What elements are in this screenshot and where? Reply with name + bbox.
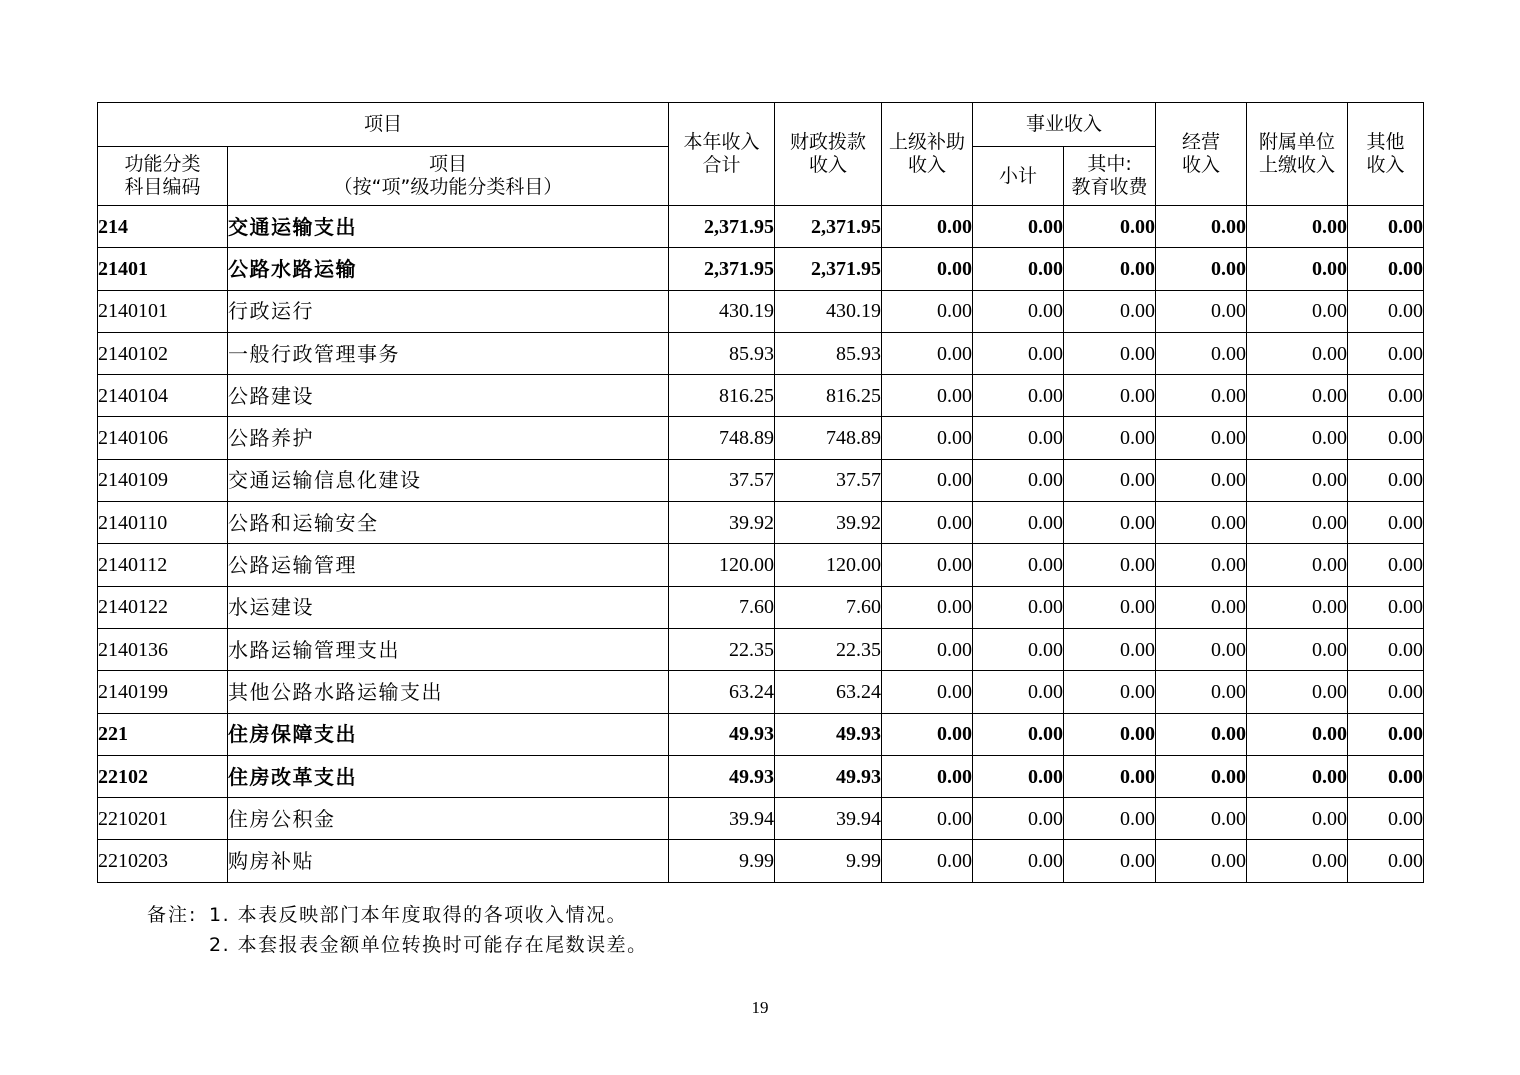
row-code: 21401 — [98, 248, 228, 290]
row-business: 0.00 — [1156, 206, 1247, 248]
row-fiscal: 7.60 — [775, 586, 882, 628]
row-other: 0.00 — [1348, 798, 1424, 840]
row-business: 0.00 — [1156, 755, 1247, 797]
row-subsidy: 0.00 — [882, 755, 973, 797]
row-other: 0.00 — [1348, 628, 1424, 670]
row-code: 214 — [98, 206, 228, 248]
header-total: 本年收入 合计 — [669, 103, 775, 206]
table-row — [98, 798, 1424, 840]
note-item: 2. 本套报表金额单位转换时可能存在尾数误差。 — [209, 934, 648, 956]
row-name: 水路运输管理支出 — [228, 628, 669, 670]
header-business: 经营 收入 — [1156, 103, 1247, 206]
row-total: 85.93 — [669, 332, 775, 374]
row-other: 0.00 — [1348, 671, 1424, 713]
table-row — [98, 290, 1424, 332]
row-other: 0.00 — [1348, 586, 1424, 628]
row-career-education: 0.00 — [1064, 713, 1156, 755]
row-other: 0.00 — [1348, 290, 1424, 332]
row-code: 2140101 — [98, 290, 228, 332]
row-career-education: 0.00 — [1064, 375, 1156, 417]
row-fiscal: 49.93 — [775, 755, 882, 797]
row-business: 0.00 — [1156, 502, 1247, 544]
row-career-education: 0.00 — [1064, 798, 1156, 840]
revenue-table — [97, 102, 1424, 883]
row-name: 行政运行 — [228, 290, 669, 332]
header-affiliated: 附属单位 上缴收入 — [1247, 103, 1348, 206]
row-name: 公路养护 — [228, 417, 669, 459]
table-row — [98, 375, 1424, 417]
row-subsidy: 0.00 — [882, 459, 973, 501]
row-affiliated: 0.00 — [1247, 248, 1348, 290]
row-other: 0.00 — [1348, 248, 1424, 290]
row-affiliated: 0.00 — [1247, 755, 1348, 797]
row-total: 22.35 — [669, 628, 775, 670]
row-other: 0.00 — [1348, 713, 1424, 755]
row-fiscal: 120.00 — [775, 544, 882, 586]
row-total: 63.24 — [669, 671, 775, 713]
table-row — [98, 502, 1424, 544]
row-subsidy: 0.00 — [882, 248, 973, 290]
row-subsidy: 0.00 — [882, 713, 973, 755]
row-subsidy: 0.00 — [882, 840, 973, 882]
notes-label: 备注: — [147, 904, 198, 926]
row-affiliated: 0.00 — [1247, 713, 1348, 755]
row-business: 0.00 — [1156, 798, 1247, 840]
row-subsidy: 0.00 — [882, 375, 973, 417]
row-fiscal: 39.94 — [775, 798, 882, 840]
header-other: 其他 收入 — [1348, 103, 1424, 206]
row-code: 2210201 — [98, 798, 228, 840]
row-name: 住房改革支出 — [228, 755, 669, 797]
row-career-education: 0.00 — [1064, 290, 1156, 332]
row-fiscal: 39.92 — [775, 502, 882, 544]
row-fiscal: 2,371.95 — [775, 248, 882, 290]
row-total: 120.00 — [669, 544, 775, 586]
row-fiscal: 63.24 — [775, 671, 882, 713]
row-career-education: 0.00 — [1064, 502, 1156, 544]
row-name: 购房补贴 — [228, 840, 669, 882]
row-code: 2140104 — [98, 375, 228, 417]
row-subsidy: 0.00 — [882, 544, 973, 586]
row-total: 49.93 — [669, 713, 775, 755]
row-career-education: 0.00 — [1064, 671, 1156, 713]
row-total: 39.94 — [669, 798, 775, 840]
row-code: 2140110 — [98, 502, 228, 544]
table-body — [98, 206, 1424, 883]
row-career-subtotal: 0.00 — [973, 206, 1064, 248]
row-affiliated: 0.00 — [1247, 290, 1348, 332]
row-career-education: 0.00 — [1064, 332, 1156, 374]
row-business: 0.00 — [1156, 840, 1247, 882]
row-code: 221 — [98, 713, 228, 755]
row-fiscal: 37.57 — [775, 459, 882, 501]
row-business: 0.00 — [1156, 713, 1247, 755]
row-career-subtotal: 0.00 — [973, 290, 1064, 332]
note-item: 1. 本表反映部门本年度取得的各项收入情况。 — [209, 904, 628, 926]
table-row — [98, 544, 1424, 586]
row-business: 0.00 — [1156, 671, 1247, 713]
table-row — [98, 840, 1424, 882]
row-other: 0.00 — [1348, 417, 1424, 459]
row-career-subtotal: 0.00 — [973, 502, 1064, 544]
row-code: 2140199 — [98, 671, 228, 713]
row-total: 2,371.95 — [669, 206, 775, 248]
row-total: 430.19 — [669, 290, 775, 332]
header-project: 项目 — [98, 103, 669, 147]
row-affiliated: 0.00 — [1247, 798, 1348, 840]
row-other: 0.00 — [1348, 502, 1424, 544]
header-career: 事业收入 — [973, 103, 1156, 147]
row-subsidy: 0.00 — [882, 417, 973, 459]
row-name: 交通运输支出 — [228, 206, 669, 248]
row-affiliated: 0.00 — [1247, 206, 1348, 248]
row-code: 2210203 — [98, 840, 228, 882]
row-business: 0.00 — [1156, 290, 1247, 332]
row-code: 22102 — [98, 755, 228, 797]
row-affiliated: 0.00 — [1247, 544, 1348, 586]
row-code: 2140122 — [98, 586, 228, 628]
row-fiscal: 85.93 — [775, 332, 882, 374]
row-career-education: 0.00 — [1064, 459, 1156, 501]
row-career-subtotal: 0.00 — [973, 586, 1064, 628]
row-subsidy: 0.00 — [882, 671, 973, 713]
row-total: 39.92 — [669, 502, 775, 544]
row-total: 748.89 — [669, 417, 775, 459]
header-name: 项目 （按“项”级功能分类科目） — [228, 147, 669, 206]
row-name: 公路水路运输 — [228, 248, 669, 290]
row-career-subtotal: 0.00 — [973, 459, 1064, 501]
row-business: 0.00 — [1156, 248, 1247, 290]
row-subsidy: 0.00 — [882, 290, 973, 332]
page-number: 19 — [751, 998, 769, 1017]
row-subsidy: 0.00 — [882, 628, 973, 670]
row-other: 0.00 — [1348, 840, 1424, 882]
notes — [147, 900, 648, 960]
row-affiliated: 0.00 — [1247, 417, 1348, 459]
row-career-education: 0.00 — [1064, 417, 1156, 459]
row-other: 0.00 — [1348, 375, 1424, 417]
row-affiliated: 0.00 — [1247, 586, 1348, 628]
row-business: 0.00 — [1156, 544, 1247, 586]
row-career-education: 0.00 — [1064, 628, 1156, 670]
row-name: 公路和运输安全 — [228, 502, 669, 544]
row-career-subtotal: 0.00 — [973, 375, 1064, 417]
row-fiscal: 748.89 — [775, 417, 882, 459]
row-affiliated: 0.00 — [1247, 459, 1348, 501]
row-career-subtotal: 0.00 — [973, 544, 1064, 586]
table-row — [98, 586, 1424, 628]
row-name: 公路建设 — [228, 375, 669, 417]
row-business: 0.00 — [1156, 586, 1247, 628]
row-career-subtotal: 0.00 — [973, 332, 1064, 374]
row-code: 2140102 — [98, 332, 228, 374]
row-career-subtotal: 0.00 — [973, 417, 1064, 459]
table-row — [98, 671, 1424, 713]
row-career-subtotal: 0.00 — [973, 798, 1064, 840]
header-career-subtotal: 小计 — [973, 147, 1064, 206]
row-name: 交通运输信息化建设 — [228, 459, 669, 501]
row-fiscal: 430.19 — [775, 290, 882, 332]
row-business: 0.00 — [1156, 459, 1247, 501]
row-business: 0.00 — [1156, 375, 1247, 417]
row-career-education: 0.00 — [1064, 248, 1156, 290]
header-career-education: 其中: 教育收费 — [1064, 147, 1156, 206]
row-name: 公路运输管理 — [228, 544, 669, 586]
row-business: 0.00 — [1156, 332, 1247, 374]
row-career-education: 0.00 — [1064, 755, 1156, 797]
row-career-subtotal: 0.00 — [973, 671, 1064, 713]
row-total: 49.93 — [669, 755, 775, 797]
row-other: 0.00 — [1348, 459, 1424, 501]
row-total: 37.57 — [669, 459, 775, 501]
row-affiliated: 0.00 — [1247, 502, 1348, 544]
row-name: 水运建设 — [228, 586, 669, 628]
table-row — [98, 332, 1424, 374]
row-fiscal: 22.35 — [775, 628, 882, 670]
row-name: 住房公积金 — [228, 798, 669, 840]
table-row — [98, 417, 1424, 459]
row-name: 一般行政管理事务 — [228, 332, 669, 374]
row-total: 9.99 — [669, 840, 775, 882]
row-affiliated: 0.00 — [1247, 840, 1348, 882]
row-total: 2,371.95 — [669, 248, 775, 290]
row-fiscal: 816.25 — [775, 375, 882, 417]
header-subsidy: 上级补助 收入 — [882, 103, 973, 206]
header-fiscal: 财政拨款 收入 — [775, 103, 882, 206]
row-affiliated: 0.00 — [1247, 628, 1348, 670]
table-row — [98, 628, 1424, 670]
header-code: 功能分类 科目编码 — [98, 147, 228, 206]
row-fiscal: 49.93 — [775, 713, 882, 755]
row-subsidy: 0.00 — [882, 586, 973, 628]
row-business: 0.00 — [1156, 628, 1247, 670]
row-affiliated: 0.00 — [1247, 671, 1348, 713]
row-total: 7.60 — [669, 586, 775, 628]
row-career-education: 0.00 — [1064, 544, 1156, 586]
row-code: 2140136 — [98, 628, 228, 670]
row-total: 816.25 — [669, 375, 775, 417]
row-business: 0.00 — [1156, 417, 1247, 459]
row-affiliated: 0.00 — [1247, 332, 1348, 374]
row-name: 住房保障支出 — [228, 713, 669, 755]
row-code: 2140106 — [98, 417, 228, 459]
row-career-subtotal: 0.00 — [973, 840, 1064, 882]
table-row — [98, 459, 1424, 501]
row-code: 2140112 — [98, 544, 228, 586]
table-row — [98, 206, 1424, 248]
row-career-subtotal: 0.00 — [973, 755, 1064, 797]
row-subsidy: 0.00 — [882, 502, 973, 544]
row-other: 0.00 — [1348, 544, 1424, 586]
row-other: 0.00 — [1348, 332, 1424, 374]
row-career-education: 0.00 — [1064, 206, 1156, 248]
table-row — [98, 713, 1424, 755]
row-affiliated: 0.00 — [1247, 375, 1348, 417]
row-fiscal: 2,371.95 — [775, 206, 882, 248]
row-fiscal: 9.99 — [775, 840, 882, 882]
row-other: 0.00 — [1348, 206, 1424, 248]
row-career-education: 0.00 — [1064, 586, 1156, 628]
table-row — [98, 755, 1424, 797]
row-code: 2140109 — [98, 459, 228, 501]
row-subsidy: 0.00 — [882, 798, 973, 840]
row-subsidy: 0.00 — [882, 332, 973, 374]
row-name: 其他公路水路运输支出 — [228, 671, 669, 713]
row-career-subtotal: 0.00 — [973, 628, 1064, 670]
table-row — [98, 248, 1424, 290]
row-career-subtotal: 0.00 — [973, 248, 1064, 290]
row-career-subtotal: 0.00 — [973, 713, 1064, 755]
row-other: 0.00 — [1348, 755, 1424, 797]
row-career-education: 0.00 — [1064, 840, 1156, 882]
row-subsidy: 0.00 — [882, 206, 973, 248]
